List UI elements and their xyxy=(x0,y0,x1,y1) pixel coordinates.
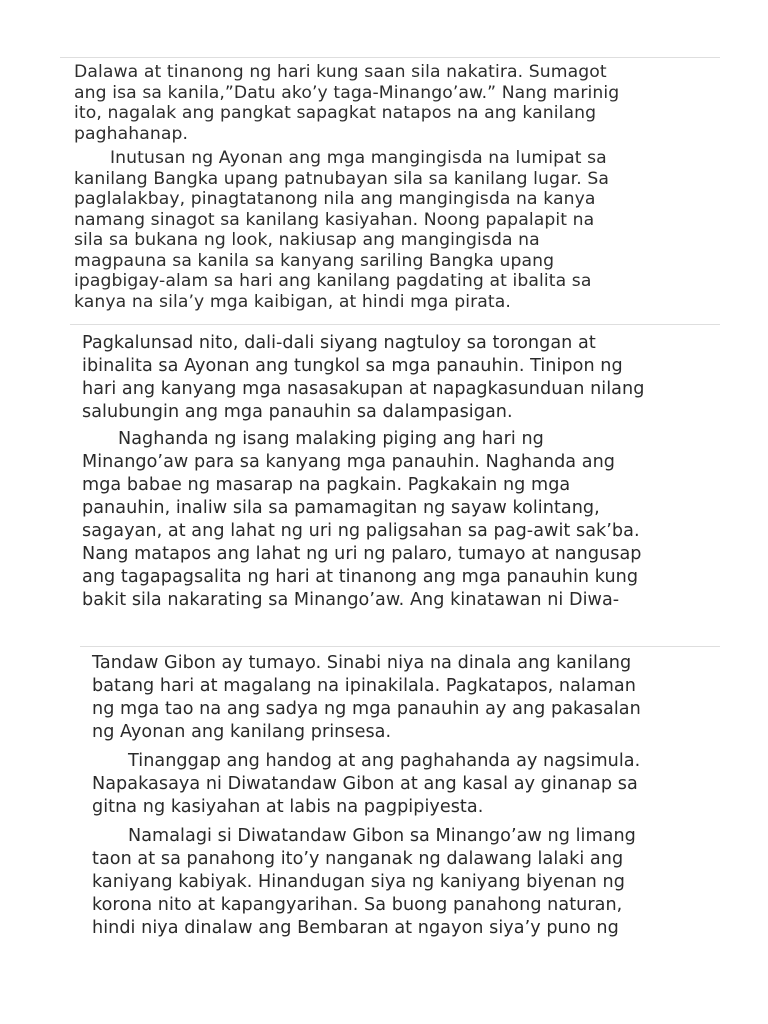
text-line: Inutusan ng Ayonan ang mga mangingisda na lumipat sa xyxy=(110,148,607,168)
text-line: korona nito at kapangyarihan. Sa buong panahong naturan, xyxy=(92,895,623,915)
text-line: ang tagapagsalita ng hari at tinanong ang mga panauhin kung xyxy=(82,567,639,587)
text-line: batang hari at magalang na ipinakilala. Pagkatapos, nalaman xyxy=(92,676,636,696)
text-line: gitna ng kasiyahan at labis na pagpipiyesta. xyxy=(92,797,484,817)
text-line: panauhin, inaliw sila sa pamamagitan ng sayaw kolintang, xyxy=(82,498,600,518)
text-line: kaniyang kabiyak. Hinandugan siya ng kaniyang biyenan ng xyxy=(92,872,625,892)
text-block-2 xyxy=(82,332,644,612)
text-line: taon at sa panahong ito’y nanganak ng dalawang lalaki ang xyxy=(92,849,624,869)
text-line: namang sinagot sa kanilang kasiyahan. Noong papalapit na xyxy=(74,209,595,230)
text-line: Pagkalunsad nito, dali-dali siyang nagtuloy sa torongan at xyxy=(82,333,596,353)
text-line: kanya na sila’y mga kaibigan, at hindi mga pirata. xyxy=(74,291,511,312)
text-line: hari ang kanyang mga nasasakupan at napagkasunduan nilang xyxy=(82,379,645,399)
text-line: Naghanda ng isang malaking piging ang hari ng xyxy=(118,429,544,449)
text-line: paghahanap. xyxy=(74,123,189,144)
text-line: mga babae ng masarap na pagkain. Pagkakain ng mga xyxy=(82,475,571,495)
text-block-1 xyxy=(74,62,619,312)
text-line: Tinanggap ang handog at ang paghahanda ay nagsimula. xyxy=(128,751,641,771)
top-divider xyxy=(60,57,720,58)
text-line: ng Ayonan ang kanilang prinsesa. xyxy=(92,722,392,742)
text-line: sagayan, at ang lahat ng uri ng paligsahan sa pag-awit sak’ba. xyxy=(82,521,640,541)
text-line: ng mga tao na ang sadya ng mga panauhin ay ang pakasalan xyxy=(92,699,641,719)
text-line: Napakasaya ni Diwatandaw Gibon at ang kasal ay ginanap sa xyxy=(92,774,638,794)
text-line: hindi niya dinalaw ang Bembaran at ngayon siya’y puno ng xyxy=(92,918,619,938)
text-line: ang isa sa kanila,”Datu ako’y taga-Minango’aw.” Nang marinig xyxy=(74,82,620,103)
text-line: salubungin ang mga panauhin sa dalampasigan. xyxy=(82,402,513,422)
text-line: paglalakbay, pinagtatanong nila ang mangingisda na kanya xyxy=(74,189,596,209)
text-line: bakit sila nakarating sa Minango’aw. Ang kinatawan ni Diwa- xyxy=(82,590,620,610)
section-divider xyxy=(70,324,720,325)
text-line: sila sa bukana ng look, nakiusap ang mangingisda na xyxy=(74,230,540,250)
text-line: Nang matapos ang lahat ng uri ng palaro, tumayo at nangusap xyxy=(82,544,642,564)
text-line: Tandaw Gibon ay tumayo. Sinabi niya na dinala ang kanilang xyxy=(92,653,632,673)
text-line: ito, nagalak ang pangkat sapagkat natapos na ang kanilang xyxy=(74,103,597,123)
text-line: Namalagi si Diwatandaw Gibon sa Minango’aw ng limang xyxy=(128,826,636,846)
text-line: ibinalita sa Ayonan ang tungkol sa mga panauhin. Tinipon ng xyxy=(82,356,623,376)
section-divider xyxy=(80,646,720,647)
text-block-3 xyxy=(92,652,641,940)
text-line: ipagbigay-alam sa hari ang kanilang pagdating at ibalita sa xyxy=(74,271,592,291)
text-line: kanilang Bangka upang patnubayan sila sa kanilang lugar. Sa xyxy=(74,168,610,189)
text-line: Minango’aw para sa kanyang mga panauhin. Naghanda ang xyxy=(82,452,616,472)
text-line: magpauna sa kanila sa kanyang sariling Bangka upang xyxy=(74,250,555,271)
text-line: Dalawa at tinanong ng hari kung saan sila nakatira. Sumagot xyxy=(74,62,607,82)
